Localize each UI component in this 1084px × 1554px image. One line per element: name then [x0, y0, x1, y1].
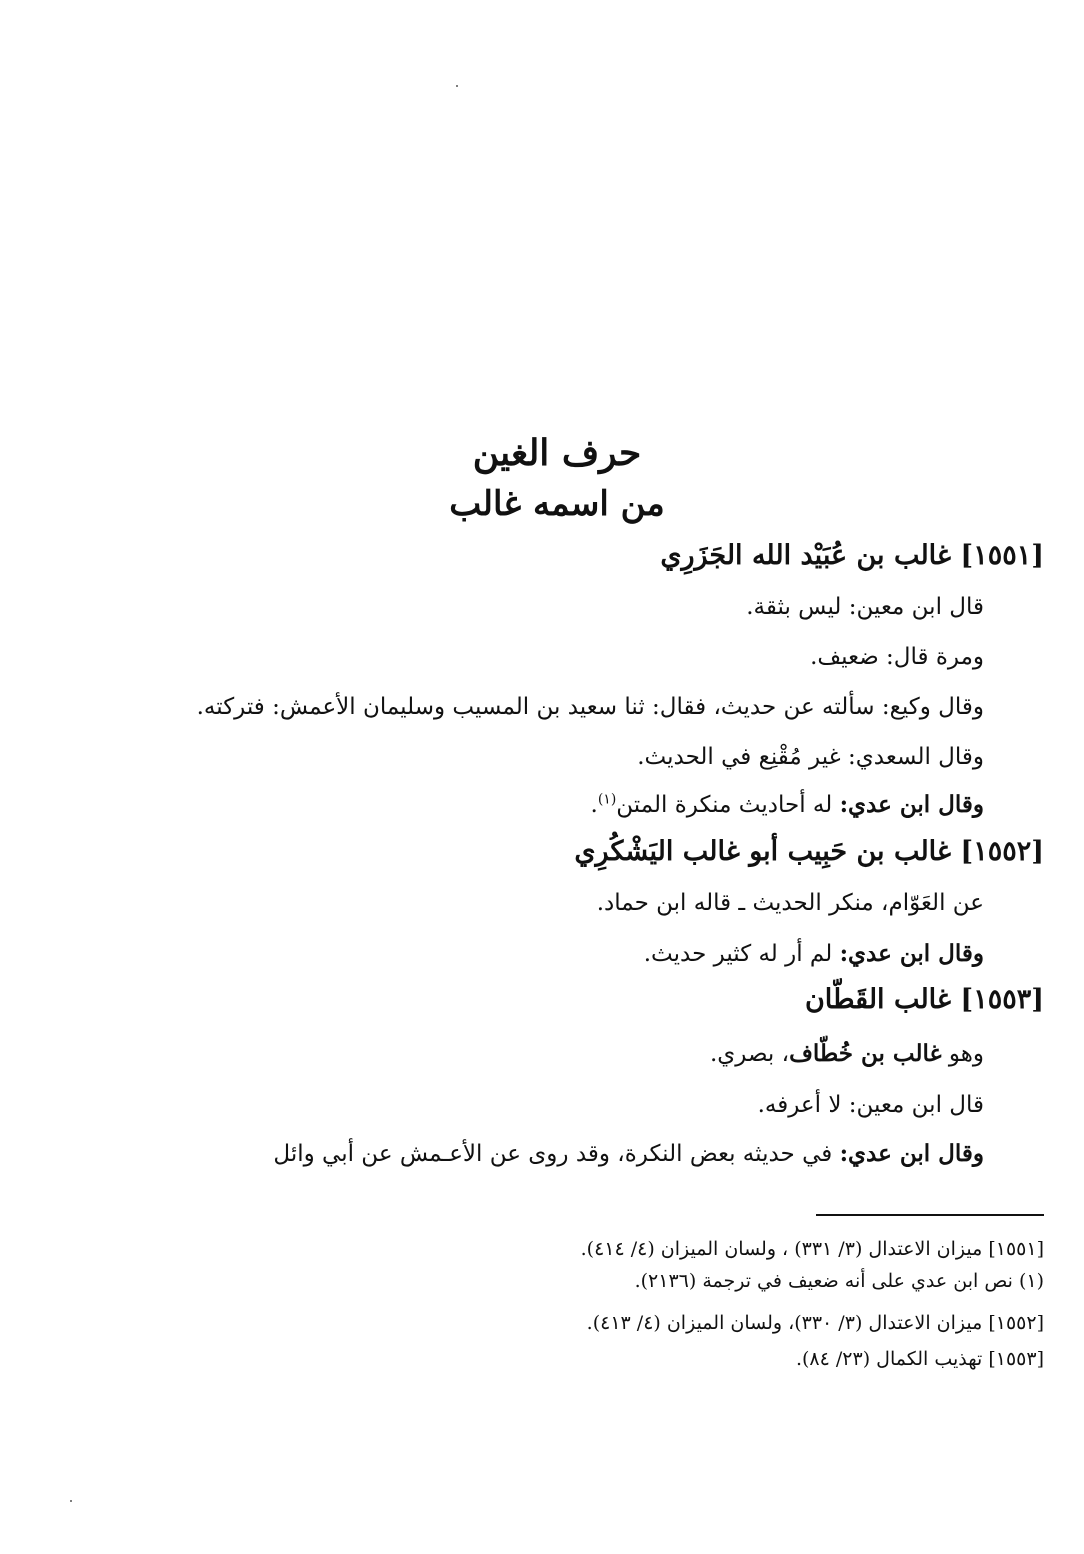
scan-speck — [456, 85, 458, 87]
entry-title-1552: [١٥٥٢] غالب بن حَبِيب أبو غالب اليَشْكُرِي — [574, 836, 1044, 867]
footnote-marker: (١) — [597, 791, 617, 808]
entry-line: عن العَوّام، منكر الحديث ـ قاله ابن حماد. — [596, 890, 984, 916]
entry-line: قال ابن معين: لا أعرفه. — [757, 1092, 984, 1118]
entry-line: قال ابن معين: ليس بثقة. — [746, 594, 984, 620]
subsection-title: من اسمه غالب — [449, 484, 665, 524]
line-text: وهو — [941, 1041, 984, 1067]
line-text: له أحاديث منكرة المتن — [616, 792, 840, 818]
line-text: في حديثه بعض النكرة، وقد روى عن الأعـمش عن أبي وائل — [273, 1141, 840, 1167]
speaker-label: وقال ابن عدي: — [839, 791, 984, 818]
entry-title-1553: [١٥٥٣] غالب القَطّان — [804, 984, 1044, 1015]
entry-title-1551: [١٥٥١] غالب بن عُبَيْد الله الجَزَرِي — [660, 540, 1044, 571]
entry-line: وقال وكيع: سألته عن حديث، فقال: ثنا سعيد بن المسيب وسليمان الأعمش: فتركته. — [196, 694, 984, 720]
entry-line: ومرة قال: ضعيف. — [810, 644, 984, 670]
footnote: [١٥٥٣] تهذيب الكمال (٢٣/ ٨٤). — [795, 1348, 1044, 1370]
entry-line — [710, 1040, 984, 1067]
speaker-label: وقال ابن عدي: — [839, 940, 984, 967]
entry-line — [591, 791, 985, 818]
entry-line — [273, 1140, 984, 1167]
scan-speck — [70, 1500, 72, 1502]
line-tail: ، بصري. — [709, 1041, 790, 1067]
footnote: [١٥٥٢] ميزان الاعتدال (٣/ ٣٣٠)، ولسان الميزان (٤/ ٤١٣). — [586, 1312, 1044, 1334]
bold-name: غالب بن خُطّاف — [789, 1040, 942, 1067]
entry-line — [644, 940, 984, 967]
footnote: (١) نص ابن عدي على أنه ضعيف في ترجمة (٢١٣٦). — [634, 1270, 1044, 1292]
entry-line: وقال السعدي: غير مُقْنِع في الحديث. — [637, 744, 984, 770]
footnote: [١٥٥١] ميزان الاعتدال (٣/ ٣٣١) ، ولسان الميزان (٤/ ٤١٤). — [580, 1238, 1044, 1260]
section-title: حرف الغين — [472, 432, 642, 474]
footnote-divider — [816, 1214, 1044, 1216]
line-text: لم أر له كثير حديث. — [643, 941, 840, 967]
speaker-label: وقال ابن عدي: — [839, 1140, 984, 1167]
line-tail: . — [590, 792, 598, 818]
